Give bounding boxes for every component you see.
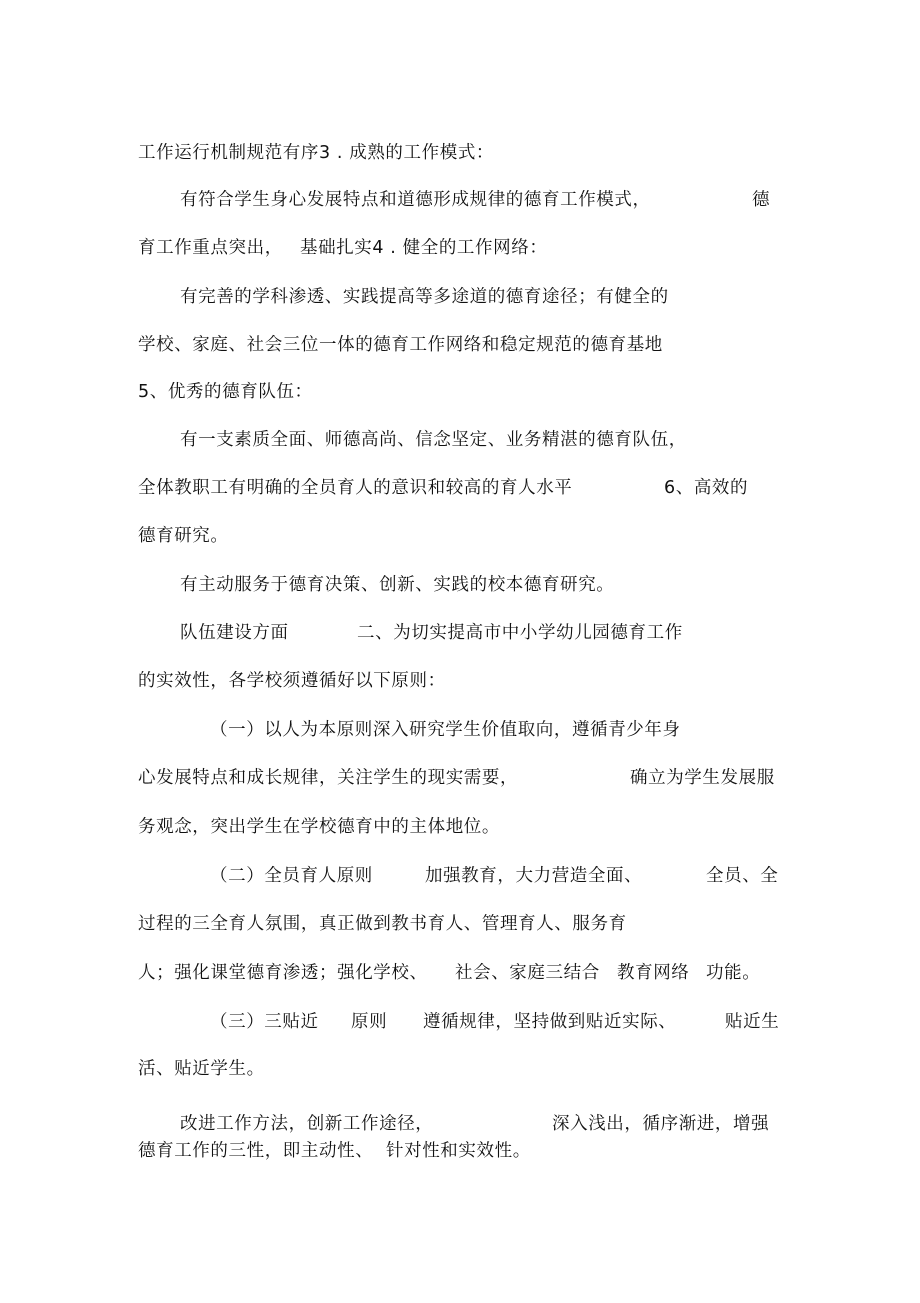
text-line-9	[138, 525, 229, 547]
line-18-text-b: 社会、家庭三结合	[455, 963, 600, 983]
line-5-text: 学校、家庭、社会三位一体的德育工作网络和稳定规范的德育基地	[138, 335, 663, 355]
text-line-10	[180, 574, 614, 596]
line-2-text-a: 有符合学生身心发展特点和道德形成规律的德育工作模式，	[180, 190, 651, 210]
line-19-text-a: （三）三贴近	[210, 1012, 319, 1032]
line-22-text-a: 德育工作的三性，即主动性、	[138, 1141, 374, 1161]
line-19-text-d: 贴近生	[725, 1012, 780, 1032]
line-3-text-a: 育工作重点突出，	[138, 238, 283, 258]
line-8-text-a: 全体教职工有明确的全员育人的意识和较高的育人水平	[138, 478, 573, 498]
text-line-6	[138, 381, 313, 403]
line-22-text-b: 针对性和实效性。	[386, 1141, 531, 1161]
line-18-text-d: 功能。	[706, 963, 761, 983]
line-19-text-c: 遵循规律，坚持做到贴近实际、	[423, 1012, 677, 1032]
line-7-text: 有一支素质全面、师德高尚、信念坚定、业务精湛的德育队伍，	[180, 430, 687, 450]
line-12-text: 的实效性，各学校须遵循好以下原则：	[138, 671, 446, 691]
line-16-text-c: 全员、全	[706, 866, 779, 886]
text-line-13	[210, 719, 681, 741]
line-16-text-a: （二）全员育人原则	[210, 866, 373, 886]
text-line-5	[138, 334, 663, 356]
text-line-1	[138, 142, 494, 164]
line-6-text: 5、优秀的德育队伍：	[138, 382, 313, 402]
line-3-text-b: 基础扎实4 . 健全的工作网络：	[300, 238, 548, 258]
line-14-text-a: 心发展特点和成长规律，关注学生的现实需要，	[138, 768, 519, 788]
line-1-text: 工作运行机制规范有序3 . 成熟的工作模式：	[138, 143, 495, 163]
line-19-text-b: 原则	[351, 1012, 388, 1032]
line-14-text-b: 确立为学生发展服	[630, 768, 775, 788]
line-21-text-a: 改进工作方法，创新工作途径，	[180, 1114, 434, 1134]
line-18-text-a: 人；强化课堂德育渗透；强化学校、	[138, 963, 428, 983]
text-line-7	[180, 429, 687, 451]
line-4-text: 有完善的学科渗透、实践提高等多途道的德育途径；有健全的	[180, 287, 669, 307]
line-11-text-a: 队伍建设方面	[180, 623, 289, 643]
text-line-15	[138, 816, 500, 838]
line-10-text: 有主动服务于德育决策、创新、实践的校本德育研究。	[180, 575, 615, 595]
line-9-text: 德育研究。	[138, 526, 229, 546]
text-line-12	[138, 670, 446, 692]
line-11-text-b: 二、为切实提高市中小学幼儿园德育工作	[357, 623, 683, 643]
text-line-4	[180, 286, 669, 308]
line-20-text: 活、贴近学生。	[138, 1059, 265, 1079]
line-13-text: （一）以人为本原则深入研究学生价值取向，遵循青少年身	[210, 720, 681, 740]
line-8-text-b: 6、高效的	[664, 478, 749, 498]
line-15-text: 务观念，突出学生在学校德育中的主体地位。	[138, 817, 500, 837]
text-line-17	[138, 913, 627, 935]
line-18-text-c: 教育网络	[617, 963, 690, 983]
line-17-text: 过程的三全育人氛围，真正做到教书育人、管理育人、服务育	[138, 914, 627, 934]
text-line-20	[138, 1058, 265, 1080]
line-2-text-b: 德	[752, 190, 771, 210]
line-16-text-b: 加强教育，大力营造全面、	[425, 866, 643, 886]
line-21-text-b: 深入浅出，循序渐进，增强	[552, 1114, 770, 1134]
